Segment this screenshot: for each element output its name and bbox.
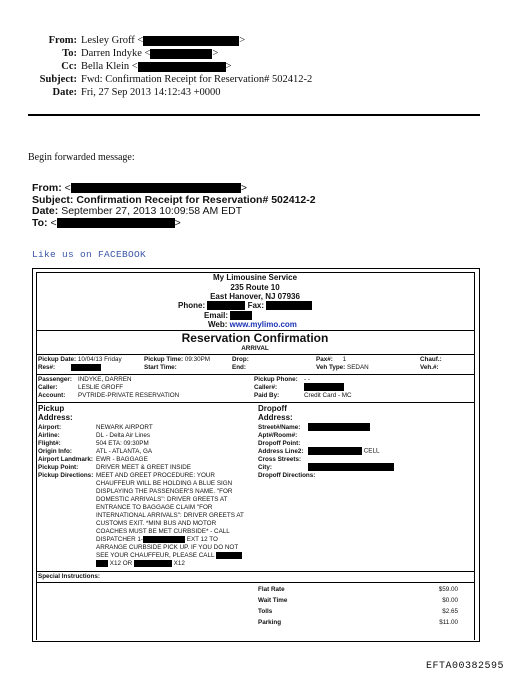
redaction — [308, 447, 362, 455]
receipt-inner-right — [474, 272, 475, 640]
paid-by-label: Paid By: — [254, 392, 280, 399]
dispatcher-suffix: EXT 12 TO — [186, 536, 218, 544]
passenger-label: Passenger: — [38, 376, 72, 383]
passenger-info — [38, 376, 472, 402]
directions-line: DOMESTIC ARRIVALS": DRIVER GREETS AT — [96, 496, 228, 503]
pickup-heading: Pickup — [38, 404, 65, 413]
from-value: Lesley Groff < — [81, 35, 144, 46]
directions-line: ARRANGE CURBSIDE PICK UP. IF YOU DO NOT — [96, 544, 239, 552]
airline-label: Airline: — [38, 432, 60, 439]
fwd-date-label: Date: — [32, 205, 59, 217]
chauf-label: Chauf.: — [420, 356, 442, 363]
pickup-address-label: Address: — [38, 413, 73, 422]
divider — [36, 571, 474, 572]
charge-amount: $59.00 — [438, 586, 458, 593]
redaction — [57, 218, 175, 228]
divider — [36, 354, 474, 355]
dropoff-heading: Dropoff — [258, 404, 287, 413]
redaction — [266, 301, 312, 310]
dropoff-heading-block — [258, 404, 293, 422]
pickup-directions-text — [96, 472, 256, 569]
cc-label: Cc: — [61, 61, 77, 72]
account-value: PVTRIDE-PRIVATE RESERVATION — [78, 392, 180, 399]
pickup-directions-label: Pickup Directions: — [38, 472, 94, 479]
redaction — [216, 552, 242, 559]
dispatcher-prefix: DISPATCHER 1- — [96, 536, 143, 544]
fwd-to-value: < — [50, 216, 57, 229]
flight-label: Flight#: — [38, 440, 61, 447]
dropoff-point-label: Dropoff Point: — [258, 440, 301, 447]
from-label: From: — [48, 35, 77, 46]
directions-line: COACHES MUST BE MET CURBSIDE* - CALL — [96, 528, 230, 535]
landmark-label: Airport Landmark: — [38, 456, 93, 463]
email-to-row — [0, 47, 312, 60]
trip-summary — [38, 356, 472, 374]
apt-label: Apt#/Room#: — [258, 432, 298, 439]
cross-streets-label: Cross Streets: — [258, 456, 302, 463]
forwarded-header — [32, 183, 316, 229]
directions-line: CHAUFFEUR WILL BE HOLDING A BLUE SIGN — [96, 480, 233, 487]
divider — [36, 374, 474, 375]
fwd-subject-value: Confirmation Receipt for Reservation# 502412-2 — [76, 193, 316, 206]
res-label: Res#: — [38, 364, 56, 372]
pax-value: 1 — [342, 356, 347, 363]
redaction — [143, 36, 239, 46]
receipt-inner-left — [36, 272, 37, 640]
to-label: To: — [62, 48, 77, 59]
redaction — [96, 560, 108, 567]
directions-line: CUSTOMS EXIT. *MINI BUS AND MOTOR — [96, 520, 217, 527]
x12-or-text: X12 OR — [109, 560, 133, 568]
pickup-point-value: DRIVER MEET & GREET INSIDE — [96, 464, 191, 471]
pickup-point-label: Pickup Point: — [38, 464, 79, 471]
subject-label: Subject: — [39, 74, 77, 85]
directions-line: ENTRANCE TO BAGGAGE CLAIM "FOR — [96, 504, 213, 511]
pickup-phone-value: - - — [304, 376, 310, 383]
divider — [36, 582, 474, 583]
pickup-date-value: 10/04/13 Friday — [77, 356, 122, 363]
fwd-from-label: From: — [32, 182, 62, 194]
facebook-link[interactable]: Like us on FACEBOOK — [32, 249, 147, 260]
directions-line: MEET AND GREET PROCEDURE: YOUR — [96, 472, 215, 479]
fax-label: Fax: — [247, 301, 265, 310]
fwd-from-value: < — [64, 182, 71, 194]
city-label: City: — [258, 464, 272, 471]
pickup-date-label: Pickup Date: — [38, 356, 77, 363]
phone-label: Phone: — [178, 301, 206, 310]
gt: > — [212, 48, 219, 59]
company-phone-row — [178, 301, 312, 310]
address-line2-value: CELL — [363, 447, 380, 455]
pickup-heading-block — [38, 404, 73, 422]
header-divider — [28, 114, 480, 116]
gt: > — [240, 182, 247, 194]
gt: > — [174, 216, 181, 229]
redaction — [150, 49, 212, 59]
charge-amount: $11.00 — [439, 619, 458, 626]
drop-label: Drop: — [232, 356, 249, 363]
caller-value: LESLIE GROFF — [78, 384, 124, 391]
see-chauffeur-text: SEE YOUR CHAUFFEUR, PLEASE CALL — [96, 552, 215, 560]
fwd-to-label: To: — [32, 216, 48, 229]
x12-text: X12 — [173, 560, 185, 568]
company-block — [140, 273, 370, 302]
special-instructions-label: Special Instructions: — [38, 573, 100, 580]
charge-amount: $2.65 — [442, 608, 458, 615]
airport-label: Airport: — [38, 424, 62, 431]
charge-label: Parking — [258, 619, 282, 626]
pickup-phone-label: Pickup Phone: — [254, 376, 298, 383]
dropoff-address-label: Address: — [258, 413, 293, 422]
email-header — [0, 34, 312, 99]
pax-label: Pax#: — [316, 356, 333, 363]
email-label: Email: — [204, 311, 229, 320]
company-web-row — [208, 320, 297, 329]
redaction — [304, 383, 344, 391]
pickup-time-label: Pickup Time: — [144, 356, 184, 363]
redaction — [143, 536, 185, 543]
cc-value: Bella Klein < — [81, 61, 138, 72]
caller-num-label: Caller#: — [254, 384, 278, 391]
dropoff-directions-label: Dropoff Directions: — [258, 472, 316, 479]
redaction — [71, 183, 241, 193]
receipt-title: Reservation Confirmation — [181, 331, 329, 345]
email-cc-row — [0, 60, 312, 73]
email-subject-row — [0, 73, 312, 86]
charge-amount: $0.00 — [442, 597, 458, 604]
email-date-row — [0, 86, 312, 99]
paid-by-value: Credit Card - MC — [304, 392, 352, 399]
fwd-subject-label: Subject: — [32, 193, 74, 206]
redaction — [308, 463, 394, 471]
date-value: Fri, 27 Sep 2013 14:12:43 +0000 — [81, 87, 221, 98]
flight-value: 504 ETA: 09:30PM — [96, 440, 149, 447]
charge-label: Wait Time — [258, 597, 288, 604]
veh-type-value: SEDAN — [347, 364, 369, 371]
fwd-to-row — [32, 218, 316, 230]
directions-line: INTERNATIONAL ARRIVALS": DRIVER GREETS AT — [96, 512, 244, 519]
gt: > — [225, 61, 232, 72]
divider — [36, 402, 474, 403]
charge-label: Tolls — [258, 608, 273, 615]
street-label: Street#/Name: — [258, 424, 301, 431]
charge-label: Flat Rate — [258, 586, 285, 593]
redaction — [134, 560, 172, 567]
web-label: Web: — [208, 320, 228, 329]
fwd-date-value: September 27, 2013 10:09:58 AM EDT — [61, 205, 243, 217]
origin-value: ATL - ATLANTA, GA — [96, 448, 153, 455]
redaction — [138, 62, 226, 72]
company-email-row — [204, 311, 252, 320]
address-line2-label: Address Line2: — [258, 448, 304, 455]
web-link[interactable]: www.mylimo.com — [229, 320, 297, 329]
pickup-time-value: 09:30PM — [184, 356, 211, 363]
gt: > — [239, 35, 246, 46]
veh-label: Veh.#: — [420, 364, 439, 371]
directions-line — [96, 552, 256, 560]
directions-line — [96, 560, 256, 568]
receipt-subtitle: ARRIVAL — [241, 345, 269, 352]
redaction — [71, 364, 101, 371]
airport-value: NEWARK AIRPORT — [96, 424, 153, 431]
redaction — [308, 423, 370, 431]
to-value: Darren Indyke < — [81, 48, 151, 59]
start-time-label: Start Time: — [144, 364, 177, 371]
landmark-value: EWR - BAGGAGE — [96, 456, 148, 463]
veh-type-label: Veh Type: — [316, 364, 346, 371]
document-id: EFTA00382595 — [425, 661, 504, 672]
directions-line: DISPLAYING THE PASSENGER'S NAME. "FOR — [96, 488, 233, 495]
subject-value: Fwd: Confirmation Receipt for Reservation# 502412-2 — [81, 74, 313, 85]
account-label: Account: — [38, 392, 66, 399]
company-name: My Limousine Service — [212, 273, 298, 282]
forwarded-intro: Begin forwarded message: — [28, 152, 135, 163]
end-label: End: — [232, 364, 246, 371]
email-from-row — [0, 34, 312, 47]
date-label: Date: — [52, 87, 77, 98]
directions-line — [96, 536, 256, 544]
company-street: 235 Route 10 — [230, 282, 280, 292]
passenger-value: INDYKE, DARREN — [78, 376, 132, 383]
airline-value: DL - Delta Air Lines — [96, 432, 151, 439]
origin-label: Origin Info: — [38, 448, 72, 455]
company-city: East Hanover, NJ 07936 — [210, 292, 300, 301]
redaction — [207, 301, 245, 310]
caller-label: Caller: — [38, 384, 58, 391]
